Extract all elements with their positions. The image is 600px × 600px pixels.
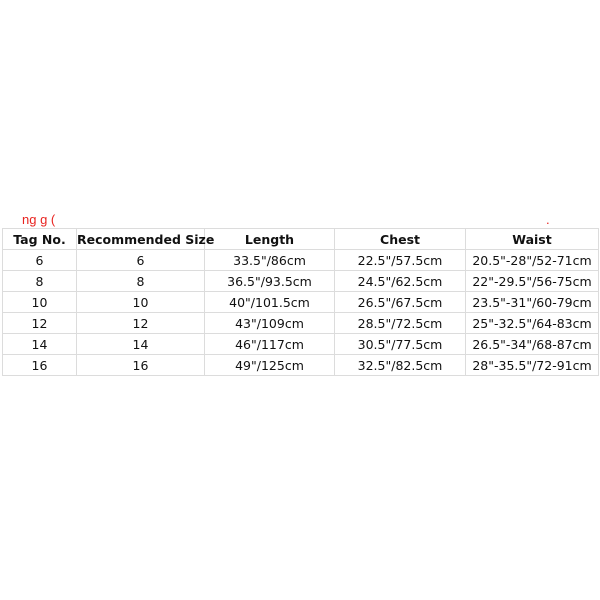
header-waist: Waist	[466, 229, 599, 250]
cell-chest: 26.5"/67.5cm	[335, 292, 466, 313]
cropped-title-left: ng g (	[22, 212, 56, 227]
cell-waist: 23.5"-31"/60-79cm	[466, 292, 599, 313]
cell-waist: 28"-35.5"/72-91cm	[466, 355, 599, 376]
header-chest: Chest	[335, 229, 466, 250]
header-tag-no: Tag No.	[3, 229, 77, 250]
cell-tag-no: 8	[3, 271, 77, 292]
cell-recommended-size: 12	[77, 313, 205, 334]
cell-recommended-size: 16	[77, 355, 205, 376]
header-row	[3, 229, 599, 250]
cell-waist: 26.5"-34"/68-87cm	[466, 334, 599, 355]
cell-length: 43"/109cm	[205, 313, 335, 334]
cell-chest: 32.5"/82.5cm	[335, 355, 466, 376]
table-row	[3, 355, 599, 376]
cell-tag-no: 14	[3, 334, 77, 355]
table-row	[3, 292, 599, 313]
table-row	[3, 271, 599, 292]
cell-tag-no: 16	[3, 355, 77, 376]
cell-tag-no: 10	[3, 292, 77, 313]
cell-length: 40"/101.5cm	[205, 292, 335, 313]
cell-waist: 20.5"-28"/52-71cm	[466, 250, 599, 271]
cell-chest: 28.5"/72.5cm	[335, 313, 466, 334]
cell-recommended-size: 14	[77, 334, 205, 355]
header-length: Length	[205, 229, 335, 250]
cell-recommended-size: 10	[77, 292, 205, 313]
cell-chest: 30.5"/77.5cm	[335, 334, 466, 355]
cell-tag-no: 12	[3, 313, 77, 334]
cell-length: 49"/125cm	[205, 355, 335, 376]
table-row	[3, 334, 599, 355]
cell-waist: 22"-29.5"/56-75cm	[466, 271, 599, 292]
cell-chest: 22.5"/57.5cm	[335, 250, 466, 271]
header-recommended-size: Recommended Size	[77, 229, 205, 250]
cell-length: 46"/117cm	[205, 334, 335, 355]
cell-length: 33.5"/86cm	[205, 250, 335, 271]
cell-recommended-size: 8	[77, 271, 205, 292]
cell-chest: 24.5"/62.5cm	[335, 271, 466, 292]
cropped-red-title	[0, 212, 600, 227]
size-chart-table	[2, 228, 599, 376]
cropped-title-right: .	[546, 212, 550, 227]
cell-tag-no: 6	[3, 250, 77, 271]
table-row	[3, 250, 599, 271]
cell-length: 36.5"/93.5cm	[205, 271, 335, 292]
table-row	[3, 313, 599, 334]
cell-recommended-size: 6	[77, 250, 205, 271]
cell-waist: 25"-32.5"/64-83cm	[466, 313, 599, 334]
